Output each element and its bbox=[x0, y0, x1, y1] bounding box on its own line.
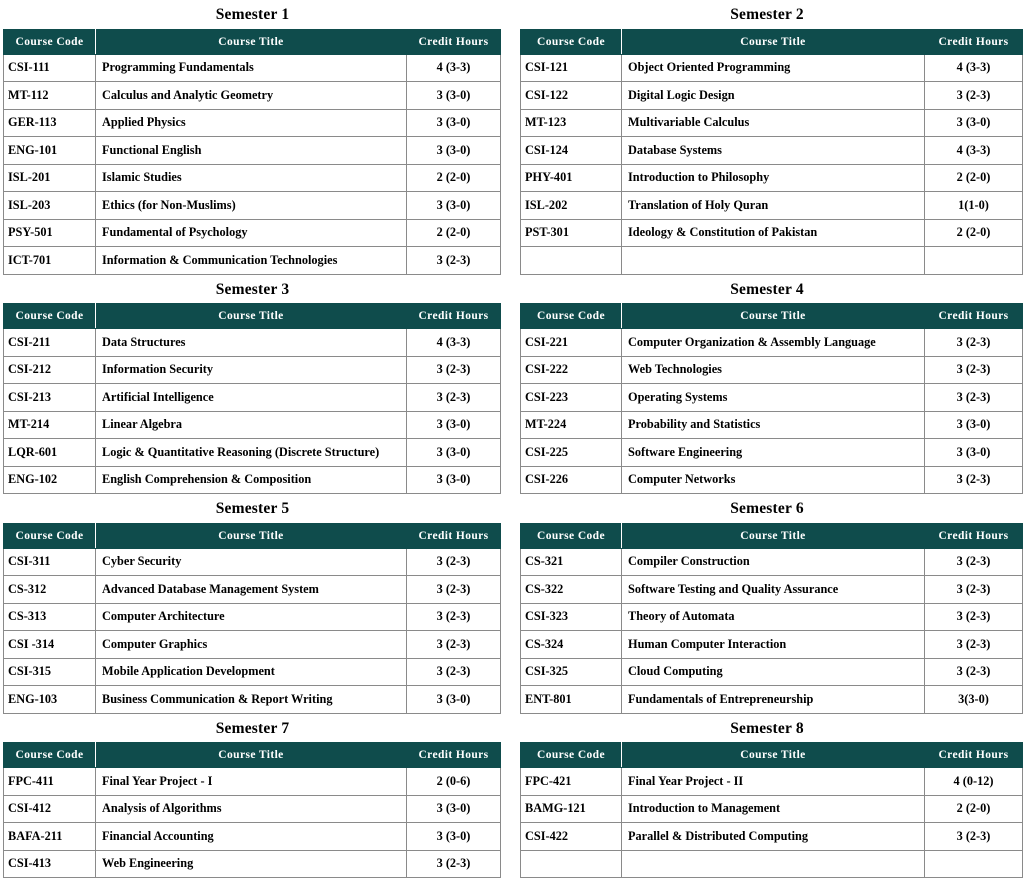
cell-credit-hours: 3 (2-3) bbox=[925, 658, 1023, 686]
cell-course-code: CS-322 bbox=[521, 576, 622, 604]
table-row-empty bbox=[521, 850, 1023, 878]
table-row bbox=[521, 384, 1023, 412]
semester-title: Semester 8 bbox=[730, 719, 804, 737]
table-row bbox=[521, 219, 1023, 247]
table-row bbox=[4, 823, 501, 851]
cell-course-title: Introduction to Philosophy bbox=[622, 164, 925, 192]
table-row bbox=[521, 548, 1023, 576]
cell-credit-hours: 2 (0-6) bbox=[407, 768, 501, 796]
table-row bbox=[4, 548, 501, 576]
cell-credit-hours: 3 (3-0) bbox=[407, 82, 501, 110]
cell-credit-hours: 4 (3-3) bbox=[407, 329, 501, 357]
table-row bbox=[521, 82, 1023, 110]
column-header-credit-hours: Credit Hours bbox=[407, 523, 501, 548]
cell-course-code: ICT-701 bbox=[4, 247, 96, 275]
cell-course-title: Final Year Project - II bbox=[622, 768, 925, 796]
cell-course-title: Ideology & Constitution of Pakistan bbox=[622, 219, 925, 247]
cell-credit-hours: 2 (2-0) bbox=[925, 219, 1023, 247]
column-header-course-code: Course Code bbox=[4, 304, 96, 329]
table-row bbox=[4, 164, 501, 192]
table-row bbox=[4, 54, 501, 82]
cell-course-title: Probability and Statistics bbox=[622, 411, 925, 439]
table-row bbox=[521, 658, 1023, 686]
cell-course-title: Software Testing and Quality Assurance bbox=[622, 576, 925, 604]
cell-course-code: CSI-323 bbox=[521, 603, 622, 631]
cell-course-code: CSI-311 bbox=[4, 548, 96, 576]
cell-credit-hours: 3 (2-3) bbox=[925, 466, 1023, 494]
cell-course-code: PHY-401 bbox=[521, 164, 622, 192]
cell-course-code: GER-113 bbox=[4, 109, 96, 137]
semester-block bbox=[0, 275, 505, 495]
cell-course-code: CSI-222 bbox=[521, 356, 622, 384]
cell-course-title: Operating Systems bbox=[622, 384, 925, 412]
table-row bbox=[521, 137, 1023, 165]
cell-course-code: CSI-223 bbox=[521, 384, 622, 412]
cell-course-title bbox=[622, 247, 925, 275]
cell-course-code: MT-224 bbox=[521, 411, 622, 439]
cell-course-code: ISL-203 bbox=[4, 192, 96, 220]
table-row bbox=[4, 631, 501, 659]
semester-title: Semester 2 bbox=[730, 6, 804, 23]
table-row bbox=[521, 164, 1023, 192]
cell-course-title: Applied Physics bbox=[96, 109, 407, 137]
cell-credit-hours: 4 (3-3) bbox=[925, 137, 1023, 165]
cell-credit-hours: 3 (2-3) bbox=[407, 631, 501, 659]
table-row bbox=[521, 768, 1023, 796]
column-header-course-title: Course Title bbox=[96, 743, 407, 768]
cell-credit-hours: 4 (3-3) bbox=[407, 54, 501, 82]
cell-course-title: Business Communication & Report Writing bbox=[96, 686, 407, 714]
cell-credit-hours: 3 (2-3) bbox=[925, 823, 1023, 851]
cell-course-code: FPC-411 bbox=[4, 768, 96, 796]
column-header-course-title: Course Title bbox=[622, 523, 925, 548]
table-row bbox=[4, 82, 501, 110]
semester-title: Semester 6 bbox=[730, 500, 804, 517]
table-row bbox=[521, 686, 1023, 714]
cell-course-code: CSI-124 bbox=[521, 137, 622, 165]
cell-course-title: Linear Algebra bbox=[96, 411, 407, 439]
cell-credit-hours: 3 (2-3) bbox=[925, 329, 1023, 357]
cell-course-code: CSI-212 bbox=[4, 356, 96, 384]
cell-course-code: BAMG-121 bbox=[521, 795, 622, 823]
table-header-row bbox=[521, 29, 1023, 54]
table-header-row bbox=[4, 29, 501, 54]
column-header-course-code: Course Code bbox=[4, 523, 96, 548]
semester-title: Semester 4 bbox=[730, 280, 804, 298]
cell-credit-hours: 3 (3-0) bbox=[925, 439, 1023, 467]
column-header-credit-hours: Credit Hours bbox=[925, 743, 1023, 768]
cell-credit-hours: 3 (2-3) bbox=[925, 603, 1023, 631]
cell-course-code: CSI-413 bbox=[4, 850, 96, 878]
cell-course-title: Islamic Studies bbox=[96, 164, 407, 192]
cell-course-title: Software Engineering bbox=[622, 439, 925, 467]
column-header-credit-hours: Credit Hours bbox=[407, 743, 501, 768]
cell-credit-hours: 3 (3-0) bbox=[407, 411, 501, 439]
cell-course-title: Data Structures bbox=[96, 329, 407, 357]
cell-credit-hours bbox=[925, 850, 1023, 878]
cell-course-title: Final Year Project - I bbox=[96, 768, 407, 796]
cell-course-code: CS-313 bbox=[4, 603, 96, 631]
cell-course-code: BAFA-211 bbox=[4, 823, 96, 851]
table-header-row bbox=[521, 743, 1023, 768]
cell-course-title: Theory of Automata bbox=[622, 603, 925, 631]
table-row bbox=[521, 192, 1023, 220]
table-row bbox=[4, 411, 501, 439]
cell-course-title: Human Computer Interaction bbox=[622, 631, 925, 659]
cell-credit-hours: 3 (2-3) bbox=[407, 548, 501, 576]
course-table bbox=[520, 303, 1023, 494]
table-row bbox=[4, 795, 501, 823]
course-table bbox=[3, 303, 501, 494]
cell-course-title: Compiler Construction bbox=[622, 548, 925, 576]
cell-course-title: Ethics (for Non-Muslims) bbox=[96, 192, 407, 220]
table-row bbox=[4, 686, 501, 714]
cell-course-code: MT-112 bbox=[4, 82, 96, 110]
cell-course-code: CSI-111 bbox=[4, 54, 96, 82]
cell-credit-hours: 2 (2-0) bbox=[925, 795, 1023, 823]
table-row bbox=[521, 54, 1023, 82]
cell-course-code: LQR-601 bbox=[4, 439, 96, 467]
cell-course-code: MT-123 bbox=[521, 109, 622, 137]
column-header-course-code: Course Code bbox=[521, 743, 622, 768]
cell-credit-hours: 4 (0-12) bbox=[925, 768, 1023, 796]
cell-course-title: Object Oriented Programming bbox=[622, 54, 925, 82]
table-row bbox=[4, 384, 501, 412]
table-row bbox=[4, 439, 501, 467]
cell-course-code: CSI-221 bbox=[521, 329, 622, 357]
cell-course-code: CS-321 bbox=[521, 548, 622, 576]
cell-course-code: CS-312 bbox=[4, 576, 96, 604]
cell-course-code: ISL-201 bbox=[4, 164, 96, 192]
table-row bbox=[4, 576, 501, 604]
cell-credit-hours: 2 (2-0) bbox=[925, 164, 1023, 192]
course-table bbox=[3, 742, 501, 878]
semester-block bbox=[510, 714, 1024, 879]
cell-credit-hours: 3 (2-3) bbox=[925, 548, 1023, 576]
cell-course-code bbox=[521, 850, 622, 878]
cell-credit-hours: 3 (3-0) bbox=[407, 686, 501, 714]
cell-course-title: Logic & Quantitative Reasoning (Discrete Structure) bbox=[96, 439, 407, 467]
cell-course-code: CSI-211 bbox=[4, 329, 96, 357]
table-row bbox=[4, 603, 501, 631]
cell-course-code: CSI-226 bbox=[521, 466, 622, 494]
cell-course-code: MT-214 bbox=[4, 411, 96, 439]
right-column bbox=[510, 0, 1024, 878]
cell-course-title: Digital Logic Design bbox=[622, 82, 925, 110]
cell-credit-hours: 3 (2-3) bbox=[925, 631, 1023, 659]
left-column bbox=[0, 0, 505, 878]
column-header-course-code: Course Code bbox=[4, 743, 96, 768]
cell-credit-hours: 3 (2-3) bbox=[925, 384, 1023, 412]
table-row bbox=[4, 356, 501, 384]
cell-course-title: Artificial Intelligence bbox=[96, 384, 407, 412]
table-header-row bbox=[521, 523, 1023, 548]
table-row bbox=[521, 109, 1023, 137]
cell-course-code: ENG-101 bbox=[4, 137, 96, 165]
table-row bbox=[4, 329, 501, 357]
column-header-course-title: Course Title bbox=[622, 304, 925, 329]
cell-course-title: Information Security bbox=[96, 356, 407, 384]
cell-course-title: Programming Fundamentals bbox=[96, 54, 407, 82]
cell-course-code: CSI-315 bbox=[4, 658, 96, 686]
cell-course-title: Fundamental of Psychology bbox=[96, 219, 407, 247]
cell-course-code: CSI-225 bbox=[521, 439, 622, 467]
cell-course-code: CSI -314 bbox=[4, 631, 96, 659]
column-header-credit-hours: Credit Hours bbox=[407, 304, 501, 329]
cell-course-title: Translation of Holy Quran bbox=[622, 192, 925, 220]
cell-credit-hours: 3 (3-0) bbox=[407, 466, 501, 494]
cell-credit-hours: 3 (3-0) bbox=[407, 109, 501, 137]
cell-course-title: Fundamentals of Entrepreneurship bbox=[622, 686, 925, 714]
semester-block bbox=[510, 494, 1024, 714]
table-header-row bbox=[4, 523, 501, 548]
cell-credit-hours: 2 (2-0) bbox=[407, 164, 501, 192]
table-row bbox=[521, 329, 1023, 357]
cell-credit-hours: 3 (2-3) bbox=[407, 658, 501, 686]
cell-course-code: ISL-202 bbox=[521, 192, 622, 220]
cell-credit-hours: 3 (3-0) bbox=[925, 411, 1023, 439]
table-row bbox=[4, 137, 501, 165]
cell-course-title bbox=[622, 850, 925, 878]
course-table bbox=[520, 742, 1023, 878]
column-header-credit-hours: Credit Hours bbox=[925, 29, 1023, 54]
cell-credit-hours: 3 (3-0) bbox=[407, 192, 501, 220]
cell-course-title: Computer Organization & Assembly Language bbox=[622, 329, 925, 357]
column-header-course-title: Course Title bbox=[96, 304, 407, 329]
cell-credit-hours: 3 (3-0) bbox=[407, 795, 501, 823]
cell-credit-hours: 3 (2-3) bbox=[407, 247, 501, 275]
semester-block bbox=[510, 0, 1024, 275]
cell-credit-hours: 3 (2-3) bbox=[407, 603, 501, 631]
column-header-course-title: Course Title bbox=[96, 523, 407, 548]
semester-title: Semester 5 bbox=[215, 500, 290, 517]
column-header-course-title: Course Title bbox=[622, 743, 925, 768]
cell-course-code: ENG-102 bbox=[4, 466, 96, 494]
cell-course-title: Cloud Computing bbox=[622, 658, 925, 686]
table-row bbox=[521, 576, 1023, 604]
cell-course-code: PST-301 bbox=[521, 219, 622, 247]
cell-course-code: CSI-121 bbox=[521, 54, 622, 82]
semester-title: Semester 7 bbox=[215, 719, 290, 737]
cell-credit-hours: 3 (3-0) bbox=[925, 109, 1023, 137]
table-row bbox=[4, 247, 501, 275]
table-row bbox=[4, 219, 501, 247]
table-row bbox=[4, 768, 501, 796]
course-table bbox=[3, 29, 501, 275]
cell-course-title: Web Technologies bbox=[622, 356, 925, 384]
cell-credit-hours: 3 (2-3) bbox=[925, 576, 1023, 604]
table-row bbox=[521, 603, 1023, 631]
cell-course-title: Introduction to Management bbox=[622, 795, 925, 823]
cell-course-title: Analysis of Algorithms bbox=[96, 795, 407, 823]
cell-credit-hours: 3 (3-0) bbox=[407, 823, 501, 851]
cell-course-title: Parallel & Distributed Computing bbox=[622, 823, 925, 851]
cell-course-code: CSI-325 bbox=[521, 658, 622, 686]
column-header-credit-hours: Credit Hours bbox=[925, 523, 1023, 548]
semester-block bbox=[0, 714, 505, 879]
semester-block bbox=[0, 494, 505, 714]
cell-course-title: Database Systems bbox=[622, 137, 925, 165]
table-row bbox=[4, 109, 501, 137]
table-row bbox=[521, 439, 1023, 467]
cell-course-title: Web Engineering bbox=[96, 850, 407, 878]
semester-title: Semester 1 bbox=[215, 6, 290, 23]
cell-course-code: ENT-801 bbox=[521, 686, 622, 714]
cell-course-title: Computer Architecture bbox=[96, 603, 407, 631]
cell-course-title: Calculus and Analytic Geometry bbox=[96, 82, 407, 110]
table-row bbox=[521, 823, 1023, 851]
semester-block bbox=[510, 275, 1024, 495]
cell-course-code: CSI-213 bbox=[4, 384, 96, 412]
course-table bbox=[520, 29, 1023, 275]
cell-course-code: CSI-422 bbox=[521, 823, 622, 851]
cell-credit-hours: 3 (2-3) bbox=[407, 576, 501, 604]
column-header-course-title: Course Title bbox=[96, 29, 407, 54]
cell-credit-hours: 3 (2-3) bbox=[925, 82, 1023, 110]
cell-course-code: CSI-412 bbox=[4, 795, 96, 823]
column-header-credit-hours: Credit Hours bbox=[925, 304, 1023, 329]
cell-course-code: CSI-122 bbox=[521, 82, 622, 110]
column-header-credit-hours: Credit Hours bbox=[407, 29, 501, 54]
cell-course-title: Computer Graphics bbox=[96, 631, 407, 659]
cell-course-title: Mobile Application Development bbox=[96, 658, 407, 686]
column-header-course-code: Course Code bbox=[521, 523, 622, 548]
cell-course-title: Functional English bbox=[96, 137, 407, 165]
table-row bbox=[4, 850, 501, 878]
column-header-course-code: Course Code bbox=[521, 304, 622, 329]
cell-course-title: Computer Networks bbox=[622, 466, 925, 494]
cell-credit-hours bbox=[925, 247, 1023, 275]
table-row-empty bbox=[521, 247, 1023, 275]
semester-block bbox=[0, 0, 505, 275]
table-row bbox=[521, 466, 1023, 494]
cell-credit-hours: 3 (2-3) bbox=[407, 356, 501, 384]
cell-credit-hours: 3 (2-3) bbox=[407, 384, 501, 412]
table-header-row bbox=[4, 743, 501, 768]
cell-course-code: ENG-103 bbox=[4, 686, 96, 714]
table-header-row bbox=[521, 304, 1023, 329]
column-header-course-title: Course Title bbox=[622, 29, 925, 54]
table-row bbox=[521, 795, 1023, 823]
cell-course-title: English Comprehension & Composition bbox=[96, 466, 407, 494]
cell-course-title: Multivariable Calculus bbox=[622, 109, 925, 137]
course-table bbox=[3, 523, 501, 714]
cell-course-title: Information & Communication Technologies bbox=[96, 247, 407, 275]
table-row bbox=[521, 356, 1023, 384]
cell-course-code: PSY-501 bbox=[4, 219, 96, 247]
course-table bbox=[520, 523, 1023, 714]
table-header-row bbox=[4, 304, 501, 329]
cell-credit-hours: 3 (3-0) bbox=[407, 137, 501, 165]
table-row bbox=[521, 411, 1023, 439]
cell-credit-hours: 3 (2-3) bbox=[925, 356, 1023, 384]
table-row bbox=[521, 631, 1023, 659]
cell-credit-hours: 1(1-0) bbox=[925, 192, 1023, 220]
table-row bbox=[4, 658, 501, 686]
cell-course-title: Advanced Database Management System bbox=[96, 576, 407, 604]
cell-credit-hours: 3 (2-3) bbox=[407, 850, 501, 878]
cell-course-code: CS-324 bbox=[521, 631, 622, 659]
table-row bbox=[4, 192, 501, 220]
column-header-course-code: Course Code bbox=[521, 29, 622, 54]
cell-course-title: Cyber Security bbox=[96, 548, 407, 576]
table-row bbox=[4, 466, 501, 494]
semester-title: Semester 3 bbox=[215, 280, 290, 298]
cell-course-code bbox=[521, 247, 622, 275]
cell-credit-hours: 3 (3-0) bbox=[407, 439, 501, 467]
cell-credit-hours: 2 (2-0) bbox=[407, 219, 501, 247]
cell-credit-hours: 4 (3-3) bbox=[925, 54, 1023, 82]
cell-credit-hours: 3(3-0) bbox=[925, 686, 1023, 714]
cell-course-title: Financial Accounting bbox=[96, 823, 407, 851]
column-header-course-code: Course Code bbox=[4, 29, 96, 54]
cell-course-code: FPC-421 bbox=[521, 768, 622, 796]
